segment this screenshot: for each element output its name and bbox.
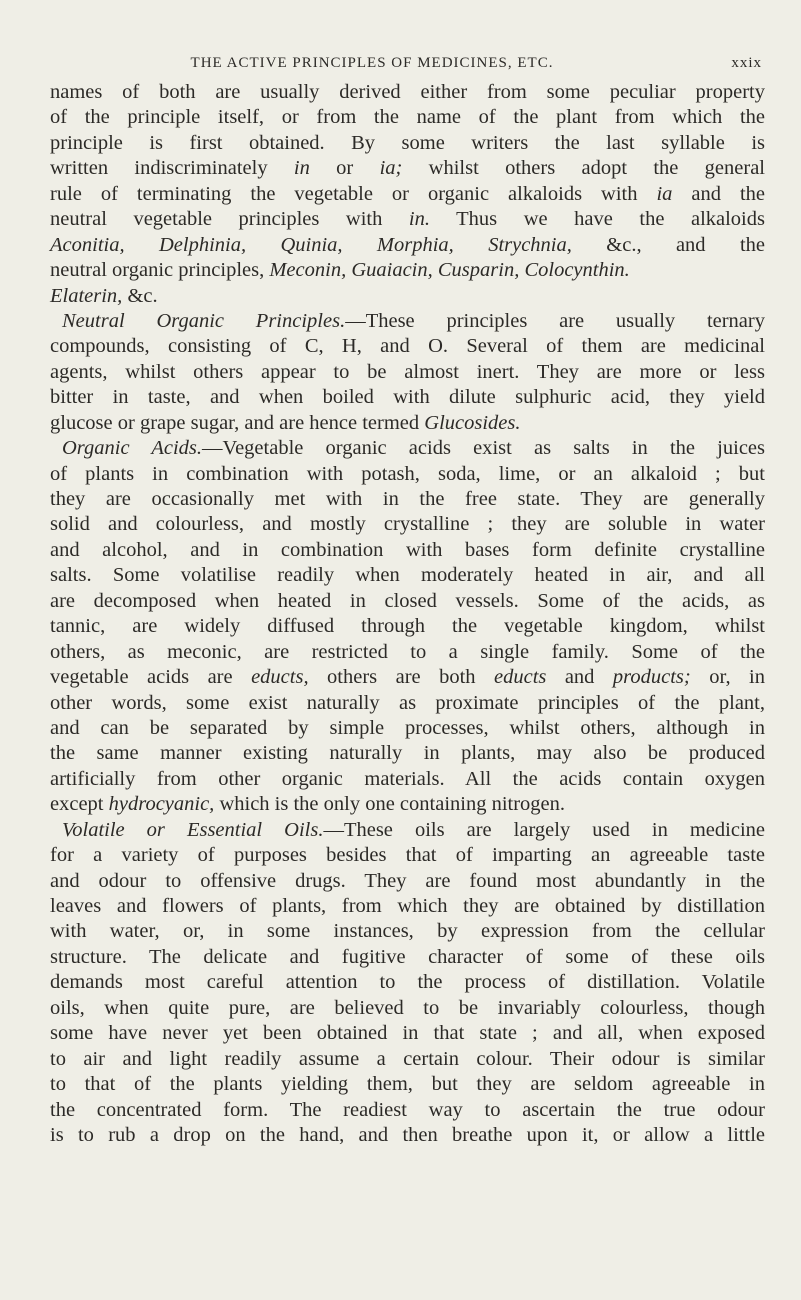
text-line <box>50 1123 765 1148</box>
running-title: THE ACTIVE PRINCIPLES OF MEDICINES, ETC. <box>190 55 554 71</box>
body-text <box>50 80 765 1148</box>
italic-span: Elaterin, <box>50 284 123 307</box>
text-line <box>50 741 765 766</box>
text-span: principle is first obtained. By some writers the last syllable is <box>50 131 765 154</box>
text-line <box>50 385 765 410</box>
page-number: xxix <box>731 55 762 71</box>
text-line <box>50 563 765 588</box>
text-line <box>50 614 765 639</box>
text-line <box>50 767 765 792</box>
text-line <box>50 360 765 385</box>
text-span: written indiscriminately <box>50 157 294 180</box>
text-line <box>50 818 765 843</box>
text-span: other words, some exist naturally as proximate principles of the plant, <box>50 691 765 714</box>
italic-span: Neutral Organic Principles. <box>62 309 346 332</box>
text-span: names of both are usually derived either from some peculiar property <box>50 81 765 103</box>
text-span: others, as meconic, are restricted to a single family. Some of the <box>50 640 765 663</box>
text-line <box>50 411 765 436</box>
text-line <box>50 1021 765 1046</box>
text-line <box>50 105 765 130</box>
text-span: or <box>309 157 380 180</box>
text-span: —These principles are usually ternary <box>345 309 765 332</box>
text-span: vegetable acids are <box>50 666 252 689</box>
italic-span: in. <box>408 208 430 231</box>
text-span: solid and colourless, and mostly crystalline ; they are soluble in water <box>50 513 765 536</box>
italic-span: educts <box>494 666 547 689</box>
text-span: neutral organic principles, <box>50 259 270 282</box>
text-line <box>50 156 765 181</box>
italic-span: products; <box>612 666 691 689</box>
text-span: and alcohol, and in combination with bases form definite crystalline <box>50 538 765 561</box>
text-span: glucose or grape sugar, and are hence termed <box>50 411 425 434</box>
text-span: with water, or, in some instances, by expression from the cellular <box>50 920 765 943</box>
text-line <box>50 512 765 537</box>
text-span: rule of terminating the vegetable or organic alkaloids with <box>50 182 657 205</box>
italic-span: in <box>293 157 310 180</box>
text-line <box>50 691 765 716</box>
text-line <box>50 1098 765 1123</box>
text-line <box>50 258 765 283</box>
italic-span: educts, <box>251 666 309 689</box>
text-span: —These oils are largely used in medicine <box>323 818 765 841</box>
text-line <box>50 919 765 944</box>
text-span: and can be separated by simple processes, whilst others, although in <box>50 716 765 739</box>
text-span: some have never yet been obtained in that state ; and all, when exposed <box>50 1022 765 1045</box>
text-line <box>50 996 765 1021</box>
text-span: the same manner existing naturally in plants, may also be produced <box>50 742 765 765</box>
text-span: of the principle itself, or from the name of the plant from which the <box>50 106 765 129</box>
text-span: compounds, consisting of C, H, and O. Several of them are medicinal <box>50 335 765 358</box>
text-span: structure. The delicate and fugitive character of some of these oils <box>50 945 765 968</box>
text-line <box>50 284 765 309</box>
text-line <box>50 436 765 461</box>
text-line <box>50 640 765 665</box>
text-span: to air and light readily assume a certain colour. Their odour is similar <box>50 1047 765 1070</box>
text-line <box>50 716 765 741</box>
italic-span: ia; <box>379 157 403 180</box>
text-span: demands most careful attention to the process of distillation. Volatile <box>50 971 765 994</box>
text-span: neutral vegetable principles with <box>50 208 409 231</box>
text-line <box>50 894 765 919</box>
text-span: bitter in taste, and when boiled with dilute sulphuric acid, they yield <box>50 386 765 409</box>
text-span: agents, whilst others appear to be almost inert. They are more or less <box>50 360 765 383</box>
text-span: of plants in combination with potash, soda, lime, or an alkaloid ; but <box>50 462 765 485</box>
italic-span: ia <box>656 182 673 205</box>
italic-span: Meconin, Guaiacin, Cusparin, Colocynthin. <box>269 259 630 282</box>
text-line <box>50 182 765 207</box>
text-line <box>50 207 765 232</box>
text-line <box>50 131 765 156</box>
text-line <box>50 462 765 487</box>
text-span: artificially from other organic materials. All the acids contain oxygen <box>50 767 765 790</box>
text-span: or, in <box>690 666 765 689</box>
text-span: salts. Some volatilise readily when moderately heated in air, and all <box>50 564 765 587</box>
text-line <box>50 80 765 105</box>
text-line <box>50 487 765 512</box>
text-line <box>50 945 765 970</box>
text-span: oils, when quite pure, are believed to be invariably colourless, though <box>50 996 765 1019</box>
text-line <box>50 792 765 817</box>
text-span: &c. <box>122 284 158 307</box>
text-span: the concentrated form. The readiest way to ascertain the true odour <box>50 1098 765 1121</box>
text-line <box>50 589 765 614</box>
text-span: and <box>546 666 613 689</box>
text-span: tannic, are widely diffused through the vegetable kingdom, whilst <box>50 615 765 638</box>
running-header <box>52 51 762 75</box>
text-line <box>50 1072 765 1097</box>
text-line <box>50 309 765 334</box>
text-span: whilst others adopt the general <box>402 157 765 180</box>
text-line <box>50 869 765 894</box>
text-line <box>50 970 765 995</box>
text-span: for a variety of purposes besides that of imparting an agreeable taste <box>50 844 765 867</box>
text-span: except <box>50 793 109 816</box>
text-span: is to rub a drop on the hand, and then breathe upon it, or allow a little <box>50 1123 765 1146</box>
text-span: Thus we have the alkaloids <box>429 208 765 231</box>
text-span: —Vegetable organic acids exist as salts in the juices <box>202 437 765 460</box>
text-span: they are occasionally met with in the free state. They are generally <box>50 488 765 510</box>
text-span: which is the only one containing nitrogen. <box>214 793 566 816</box>
text-line <box>50 843 765 868</box>
text-span: &c., and the <box>571 233 765 256</box>
italic-span: Organic Acids. <box>62 437 203 460</box>
italic-span: Glucosides. <box>424 411 521 434</box>
text-line <box>50 334 765 359</box>
text-span: and odour to offensive drugs. They are found most abundantly in the <box>50 869 765 892</box>
text-span: leaves and flowers of plants, from which they are obtained by distillation <box>50 895 765 917</box>
italic-span: hydrocyanic, <box>108 793 215 816</box>
italic-span: Volatile or Essential Oils. <box>62 818 324 841</box>
text-span: others are both <box>308 666 494 689</box>
text-span: to that of the plants yielding them, but they are seldom agreeable in <box>50 1073 765 1096</box>
text-line <box>50 538 765 563</box>
text-line <box>50 233 765 258</box>
text-line <box>50 665 765 690</box>
italic-span: Aconitia, Delphinia, Quinia, Morphia, Strychnia, <box>50 233 572 256</box>
text-span: and the <box>672 182 765 205</box>
text-span: are decomposed when heated in closed vessels. Some of the acids, as <box>50 589 765 612</box>
text-line <box>50 1047 765 1072</box>
